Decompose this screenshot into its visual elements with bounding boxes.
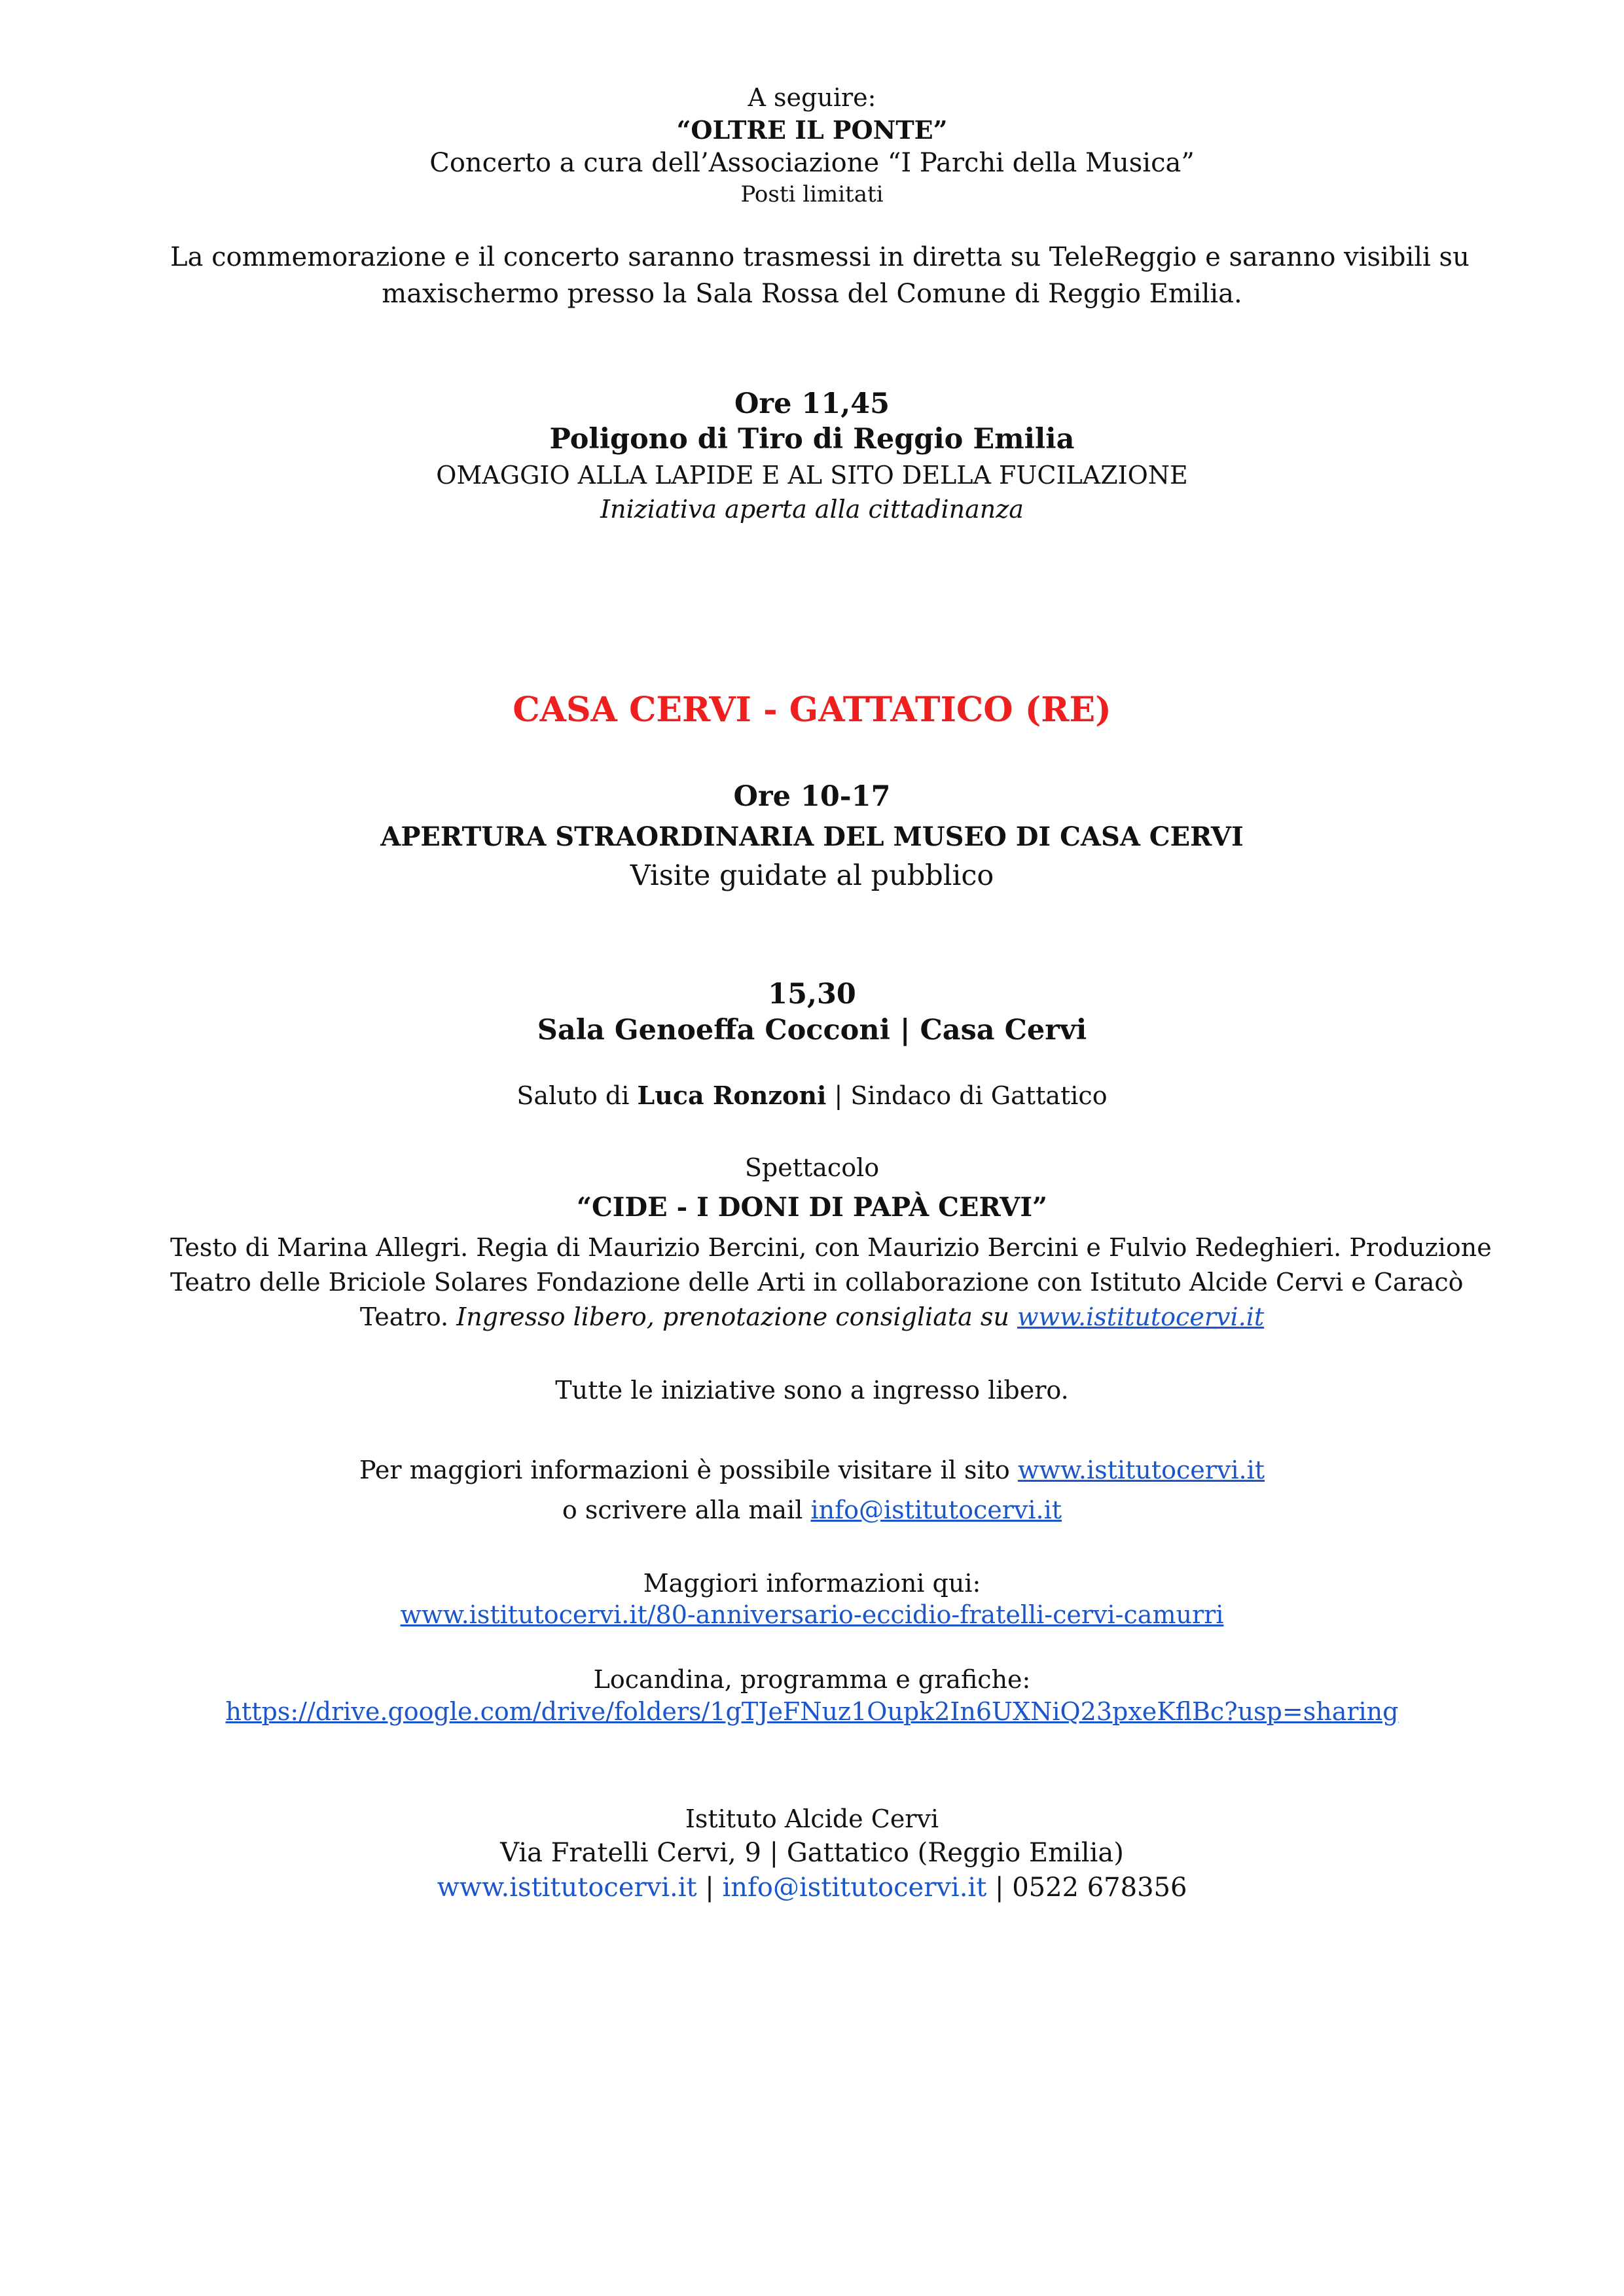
show-title: “CIDE - I DONI DI PAPÀ CERVI” (576, 1192, 1048, 1223)
footer-org-name: Istituto Alcide Cervi (685, 1804, 939, 1833)
email-link[interactable]: info@istitutocervi.it (810, 1496, 1062, 1524)
materials-label: Locandina, programma e grafiche: (593, 1665, 1031, 1694)
poligono-event: OMAGGIO ALLA LAPIDE E AL SITO DELLA FUCILAZIONE (436, 461, 1188, 490)
credits-line-2: Teatro delle Briciole Solares Fondazione delle Arti in collaborazione con Istituto Alcide Cervi e Caracò (170, 1268, 1464, 1297)
booking-website-link[interactable]: www.istitutocervi.it (1017, 1302, 1265, 1331)
footer-phone: 0522 678356 (1012, 1873, 1187, 1903)
footer-address: Via Fratelli Cervi, 9 | Gattatico (Reggio Emilia) (500, 1838, 1124, 1868)
materials-drive-link[interactable]: https://drive.google.com/drive/folders/1gTJeFNuz1Oupk2In6UXNiQ23pxeKflBc?usp=sharing (225, 1697, 1399, 1726)
more-info-prefix: Per maggiori informazioni è possibile visitare il sito (359, 1456, 1018, 1484)
museum-title: APERTURA STRAORDINARIA DEL MUSEO DI CASA CERVI (380, 821, 1244, 852)
broadcast-line-2: maxischermo presso la Sala Rossa del Comune di Reggio Emilia. (382, 279, 1242, 309)
more-here-line (170, 1601, 1454, 1630)
materials-line (170, 1698, 1454, 1727)
footer-website-link[interactable]: www.istitutocervi.it (437, 1873, 697, 1903)
free-entry-note: Tutte le iniziative sono a ingresso libero. (555, 1376, 1069, 1405)
greeting-line (170, 1081, 1454, 1111)
website-link[interactable]: www.istitutocervi.it (1017, 1456, 1265, 1484)
poligono-place: Poligono di Tiro di Reggio Emilia (549, 423, 1075, 456)
more-here-label: Maggiori informazioni qui: (643, 1569, 981, 1598)
spettacolo-label: Spettacolo (744, 1153, 880, 1182)
limited-seats-note: Posti limitati (740, 181, 884, 207)
show-place: Sala Genoeffa Cocconi | Casa Cervi (537, 1014, 1087, 1047)
credits-line-3 (170, 1303, 1454, 1332)
mail-line (170, 1496, 1454, 1525)
credits-line-3-prefix: Teatro. (359, 1302, 457, 1331)
footer-separator: | (986, 1873, 1013, 1903)
footer-contacts (170, 1873, 1454, 1903)
museum-time: Ore 10-17 (733, 780, 891, 813)
a-seguire-label: A seguire: (748, 83, 876, 112)
casa-cervi-heading: CASA CERVI - GATTATICO (RE) (513, 690, 1111, 730)
mail-prefix: o scrivere alla mail (562, 1496, 811, 1524)
museum-subtitle: Visite guidate al pubblico (630, 859, 994, 892)
footer-email-link[interactable]: info@istitutocervi.it (722, 1873, 987, 1903)
greeting-name: Luca Ronzoni (637, 1081, 827, 1110)
concert-title: “OLTRE IL PONTE” (676, 115, 948, 145)
footer-separator: | (696, 1873, 723, 1903)
anniversary-page-link[interactable]: www.istitutocervi.it/80-anniversario-eccidio-fratelli-cervi-camurri (400, 1600, 1224, 1629)
broadcast-line-1: La commemorazione e il concerto saranno trasmessi in diretta su TeleReggio e saranno visibili su (170, 242, 1470, 272)
show-time: 15,30 (768, 978, 856, 1011)
concert-organizer: Concerto a cura dell’Associazione “I Parchi della Musica” (429, 148, 1195, 178)
poligono-time: Ore 11,45 (734, 387, 890, 420)
credits-booking-note: Ingresso libero, prenotazione consigliata su (456, 1302, 1017, 1331)
greeting-prefix: Saluto di (516, 1081, 638, 1110)
greeting-suffix: | Sindaco di Gattatico (826, 1081, 1108, 1110)
credits-line-1: Testo di Marina Allegri. Regia di Maurizio Bercini, con Maurizio Bercini e Fulvio Redeghieri. Produzione (170, 1233, 1492, 1262)
poligono-note: Iniziativa aperta alla cittadinanza (600, 495, 1024, 524)
more-info-line (170, 1456, 1454, 1485)
